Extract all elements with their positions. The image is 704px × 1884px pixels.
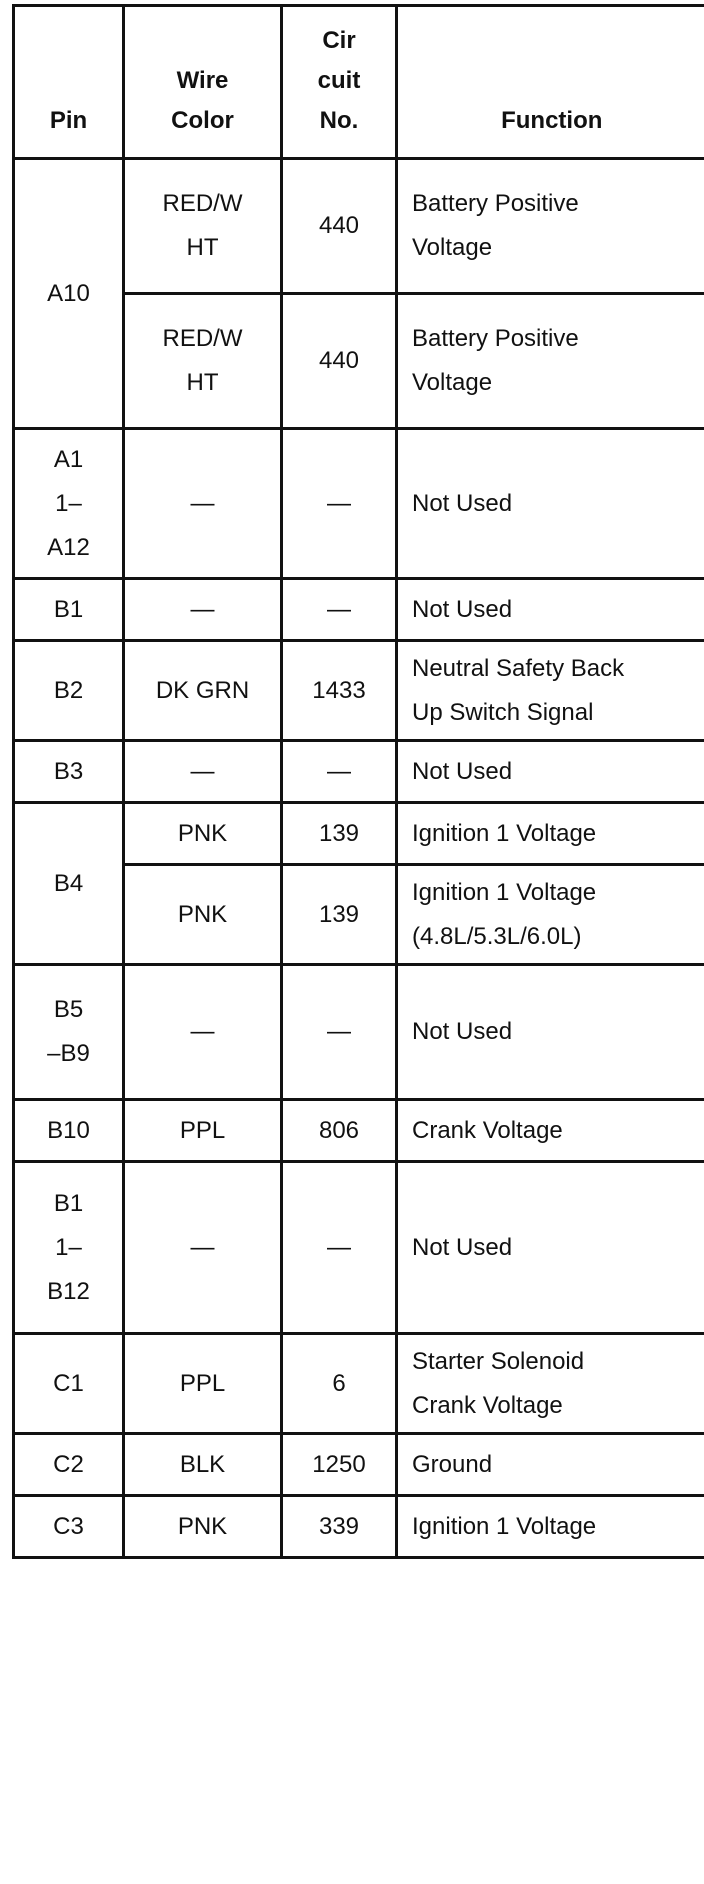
header-pin: Pin [14,6,124,159]
wire-color-cell: RED/W HT [124,294,282,429]
function-cell: Ignition 1 Voltage (4.8L/5.3L/6.0L) [397,865,704,965]
table-row [14,803,704,865]
connector-pinout-table [12,4,704,1559]
wire-color-cell: PPL [124,1100,282,1162]
circuit-cell: — [282,965,397,1100]
header-function: Function [397,6,704,159]
table-row [14,159,704,294]
function-cell: Ignition 1 Voltage [397,803,704,865]
function-cell: Not Used [397,579,704,641]
circuit-cell: — [282,1162,397,1334]
function-cell: Ignition 1 Voltage [397,1496,704,1558]
circuit-cell: 139 [282,865,397,965]
table-row [14,1100,704,1162]
pin-cell: B4 [14,803,124,965]
table-row [14,579,704,641]
wire-color-cell: RED/W HT [124,159,282,294]
connector-pinout-table-container [12,4,704,1559]
table-row [14,1334,704,1434]
function-cell: Not Used [397,741,704,803]
pin-cell: C1 [14,1334,124,1434]
function-cell: Battery Positive Voltage [397,159,704,294]
circuit-cell: 440 [282,159,397,294]
table-row [14,1434,704,1496]
pin-cell: B10 [14,1100,124,1162]
function-cell: Battery Positive Voltage [397,294,704,429]
pin-cell: C2 [14,1434,124,1496]
function-cell: Ground [397,1434,704,1496]
table-row [14,741,704,803]
circuit-cell: 806 [282,1100,397,1162]
wire-color-cell: — [124,965,282,1100]
wire-color-cell: — [124,579,282,641]
function-cell: Crank Voltage [397,1100,704,1162]
pin-cell: B5 –B9 [14,965,124,1100]
circuit-cell: 1433 [282,641,397,741]
pin-cell: A1 1– A12 [14,429,124,579]
wire-color-cell: PPL [124,1334,282,1434]
table-row [14,965,704,1100]
circuit-cell: 440 [282,294,397,429]
header-wire-color: Wire Color [124,6,282,159]
table-row [14,1496,704,1558]
wire-color-cell: — [124,741,282,803]
circuit-cell: 6 [282,1334,397,1434]
circuit-cell: 139 [282,803,397,865]
wire-color-cell: — [124,1162,282,1334]
pin-cell: B1 1– B12 [14,1162,124,1334]
pin-cell: B1 [14,579,124,641]
wire-color-cell: BLK [124,1434,282,1496]
pin-cell: B2 [14,641,124,741]
table-row [14,1162,704,1334]
wire-color-cell: DK GRN [124,641,282,741]
wire-color-cell: PNK [124,1496,282,1558]
header-circuit-no: Cir cuit No. [282,6,397,159]
wire-color-cell: PNK [124,803,282,865]
circuit-cell: — [282,579,397,641]
function-cell: Neutral Safety Back Up Switch Signal [397,641,704,741]
circuit-cell: 339 [282,1496,397,1558]
header-row [14,6,704,159]
pin-cell: B3 [14,741,124,803]
function-cell: Not Used [397,1162,704,1334]
circuit-cell: 1250 [282,1434,397,1496]
circuit-cell: — [282,741,397,803]
wire-color-cell: PNK [124,865,282,965]
pin-cell: A10 [14,159,124,429]
circuit-cell: — [282,429,397,579]
pin-cell: C3 [14,1496,124,1558]
table-row [14,641,704,741]
function-cell: Starter Solenoid Crank Voltage [397,1334,704,1434]
function-cell: Not Used [397,429,704,579]
function-cell: Not Used [397,965,704,1100]
wire-color-cell: — [124,429,282,579]
table-row [14,429,704,579]
